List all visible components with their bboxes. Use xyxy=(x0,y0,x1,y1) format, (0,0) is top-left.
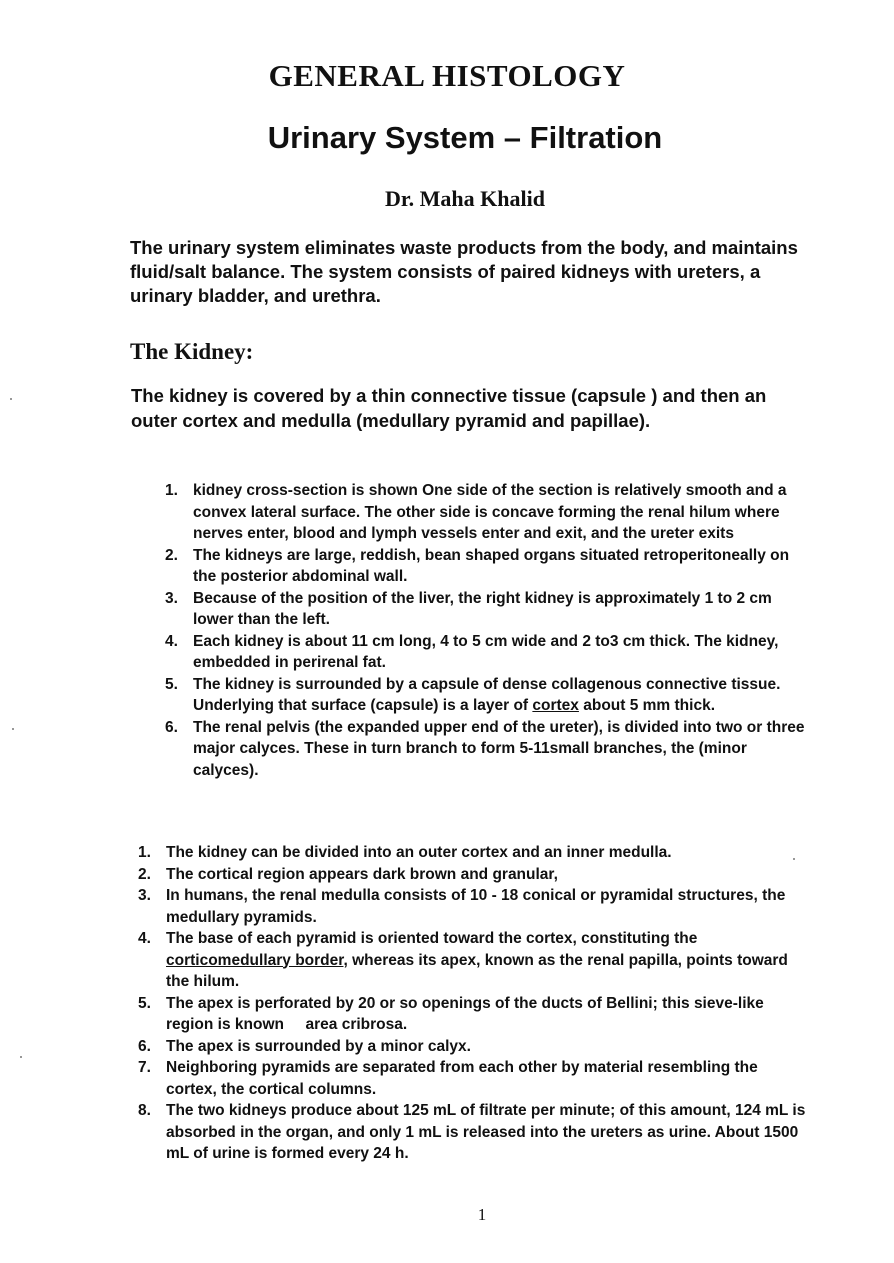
underlined-term-cortex: cortex xyxy=(532,697,579,714)
scan-speck xyxy=(12,728,14,730)
list-item-number: 5. xyxy=(138,994,151,1012)
list-item xyxy=(138,993,808,1036)
author-name: Dr. Maha Khalid xyxy=(385,186,545,211)
intro-paragraph: The urinary system eliminates waste products from the body, and maintains fluid/salt balance. The system consists of paired kidneys with ureters, a urinary bladder, and urethra. xyxy=(130,237,798,306)
list-item-number: 5. xyxy=(165,675,178,693)
list-item-text-before: The base of each pyramid is oriented toward the cortex, constituting the xyxy=(166,930,698,947)
list-item-text: The kidney can be divided into an outer cortex and an inner medulla. xyxy=(166,844,672,861)
list-item-number: 7. xyxy=(138,1059,151,1076)
list-item xyxy=(138,1036,808,1058)
list-item-text-after: about 5 mm thick. xyxy=(578,697,716,714)
list-item-number: 4. xyxy=(138,930,151,947)
list-item xyxy=(138,1100,808,1165)
list-item-text: The two kidneys produce about 125 mL of filtrate per minute; of this amount, 124 mL is absorbed in the organ, and only 1 mL is released into the ureters as urine. About 1500 mL of urine is formed every 24 h. xyxy=(166,1102,806,1162)
underlined-term-corticomedullary-border: corticomedullary border xyxy=(166,951,344,969)
list-item xyxy=(138,864,808,886)
list-item-number: 6. xyxy=(165,718,178,736)
list-item-text: The apex is perforated by 20 or so openings of the ducts of Bellini; this sieve-like region is known area cribrosa. xyxy=(166,994,769,1033)
list-item-text: The apex is surrounded by a minor calyx. xyxy=(166,1037,471,1055)
list-item xyxy=(165,480,815,545)
scan-speck xyxy=(793,858,795,860)
list-item xyxy=(138,885,808,928)
document-subtitle: Urinary System – Filtration xyxy=(267,120,663,155)
list-item-number: 3. xyxy=(138,887,151,904)
list-item xyxy=(165,631,815,674)
list-item-text-after: , whereas its apex, known as the renal papilla, points toward the hilum. xyxy=(166,951,788,990)
list-item-number: 8. xyxy=(138,1102,151,1119)
list-item-text: Each kidney is about 11 cm long, 4 to 5 cm wide and 2 to3 cm thick. The kidney, embedded in perirenal fat. xyxy=(193,632,779,671)
list-item-text-before: The kidney is surrounded by a capsule of dense collagenous connective tissue. Underlying that surface (capsule) is a layer of xyxy=(193,675,781,714)
kidney-section-intro: The kidney is covered by a thin connective tissue (capsule ) and then an outer cortex and medulla (medullary pyramid and papillae). xyxy=(131,385,767,431)
list-item-number: 1. xyxy=(138,844,151,861)
document-title: GENERAL HISTOLOGY xyxy=(268,58,626,93)
list-item-text: In humans, the renal medulla consists of 10 - 18 conical or pyramidal structures, the medullary pyramids. xyxy=(166,887,786,926)
list-item-text: Because of the position of the liver, the right kidney is approximately 1 to 2 cm lower than the left. xyxy=(193,589,772,628)
list-item-text: kidney cross-section is shown One side of the section is relatively smooth and a convex lateral surface. The other side is concave forming the renal hilum where nerves enter, blood and lymph vessels enter and exit, and the ureter exits xyxy=(193,482,787,542)
scan-speck xyxy=(10,398,12,400)
list-item-number: 2. xyxy=(138,865,151,883)
list-item-number: 4. xyxy=(165,632,178,650)
list-item-text: The kidneys are large, reddish, bean shaped organs situated retroperitoneally on the posterior abdominal wall. xyxy=(193,546,790,585)
list-item-text: The cortical region appears dark brown and granular, xyxy=(166,865,558,883)
list-item xyxy=(138,1057,808,1100)
list-item xyxy=(165,674,815,717)
kidney-facts-list xyxy=(165,480,815,781)
list-item xyxy=(165,717,815,782)
list-item-number: 6. xyxy=(138,1037,151,1055)
list-item xyxy=(138,928,808,993)
page-number: 1 xyxy=(477,1205,487,1224)
list-item xyxy=(165,545,815,588)
list-item-number: 3. xyxy=(165,589,178,607)
kidney-structure-list xyxy=(138,842,808,1165)
list-item xyxy=(165,588,815,631)
scan-speck xyxy=(20,1056,22,1058)
list-item-number: 1. xyxy=(165,482,178,499)
list-item-number: 2. xyxy=(165,546,178,564)
list-item-text: The renal pelvis (the expanded upper end of the ureter), is divided into two or three major calyces. These in turn branch to form 5-11small branches, the (minor calyces). xyxy=(193,718,805,779)
list-item-text: Neighboring pyramids are separated from each other by material resembling the cortex, the cortical columns. xyxy=(166,1059,758,1098)
kidney-section-heading: The Kidney: xyxy=(130,339,254,364)
list-item xyxy=(138,842,808,864)
